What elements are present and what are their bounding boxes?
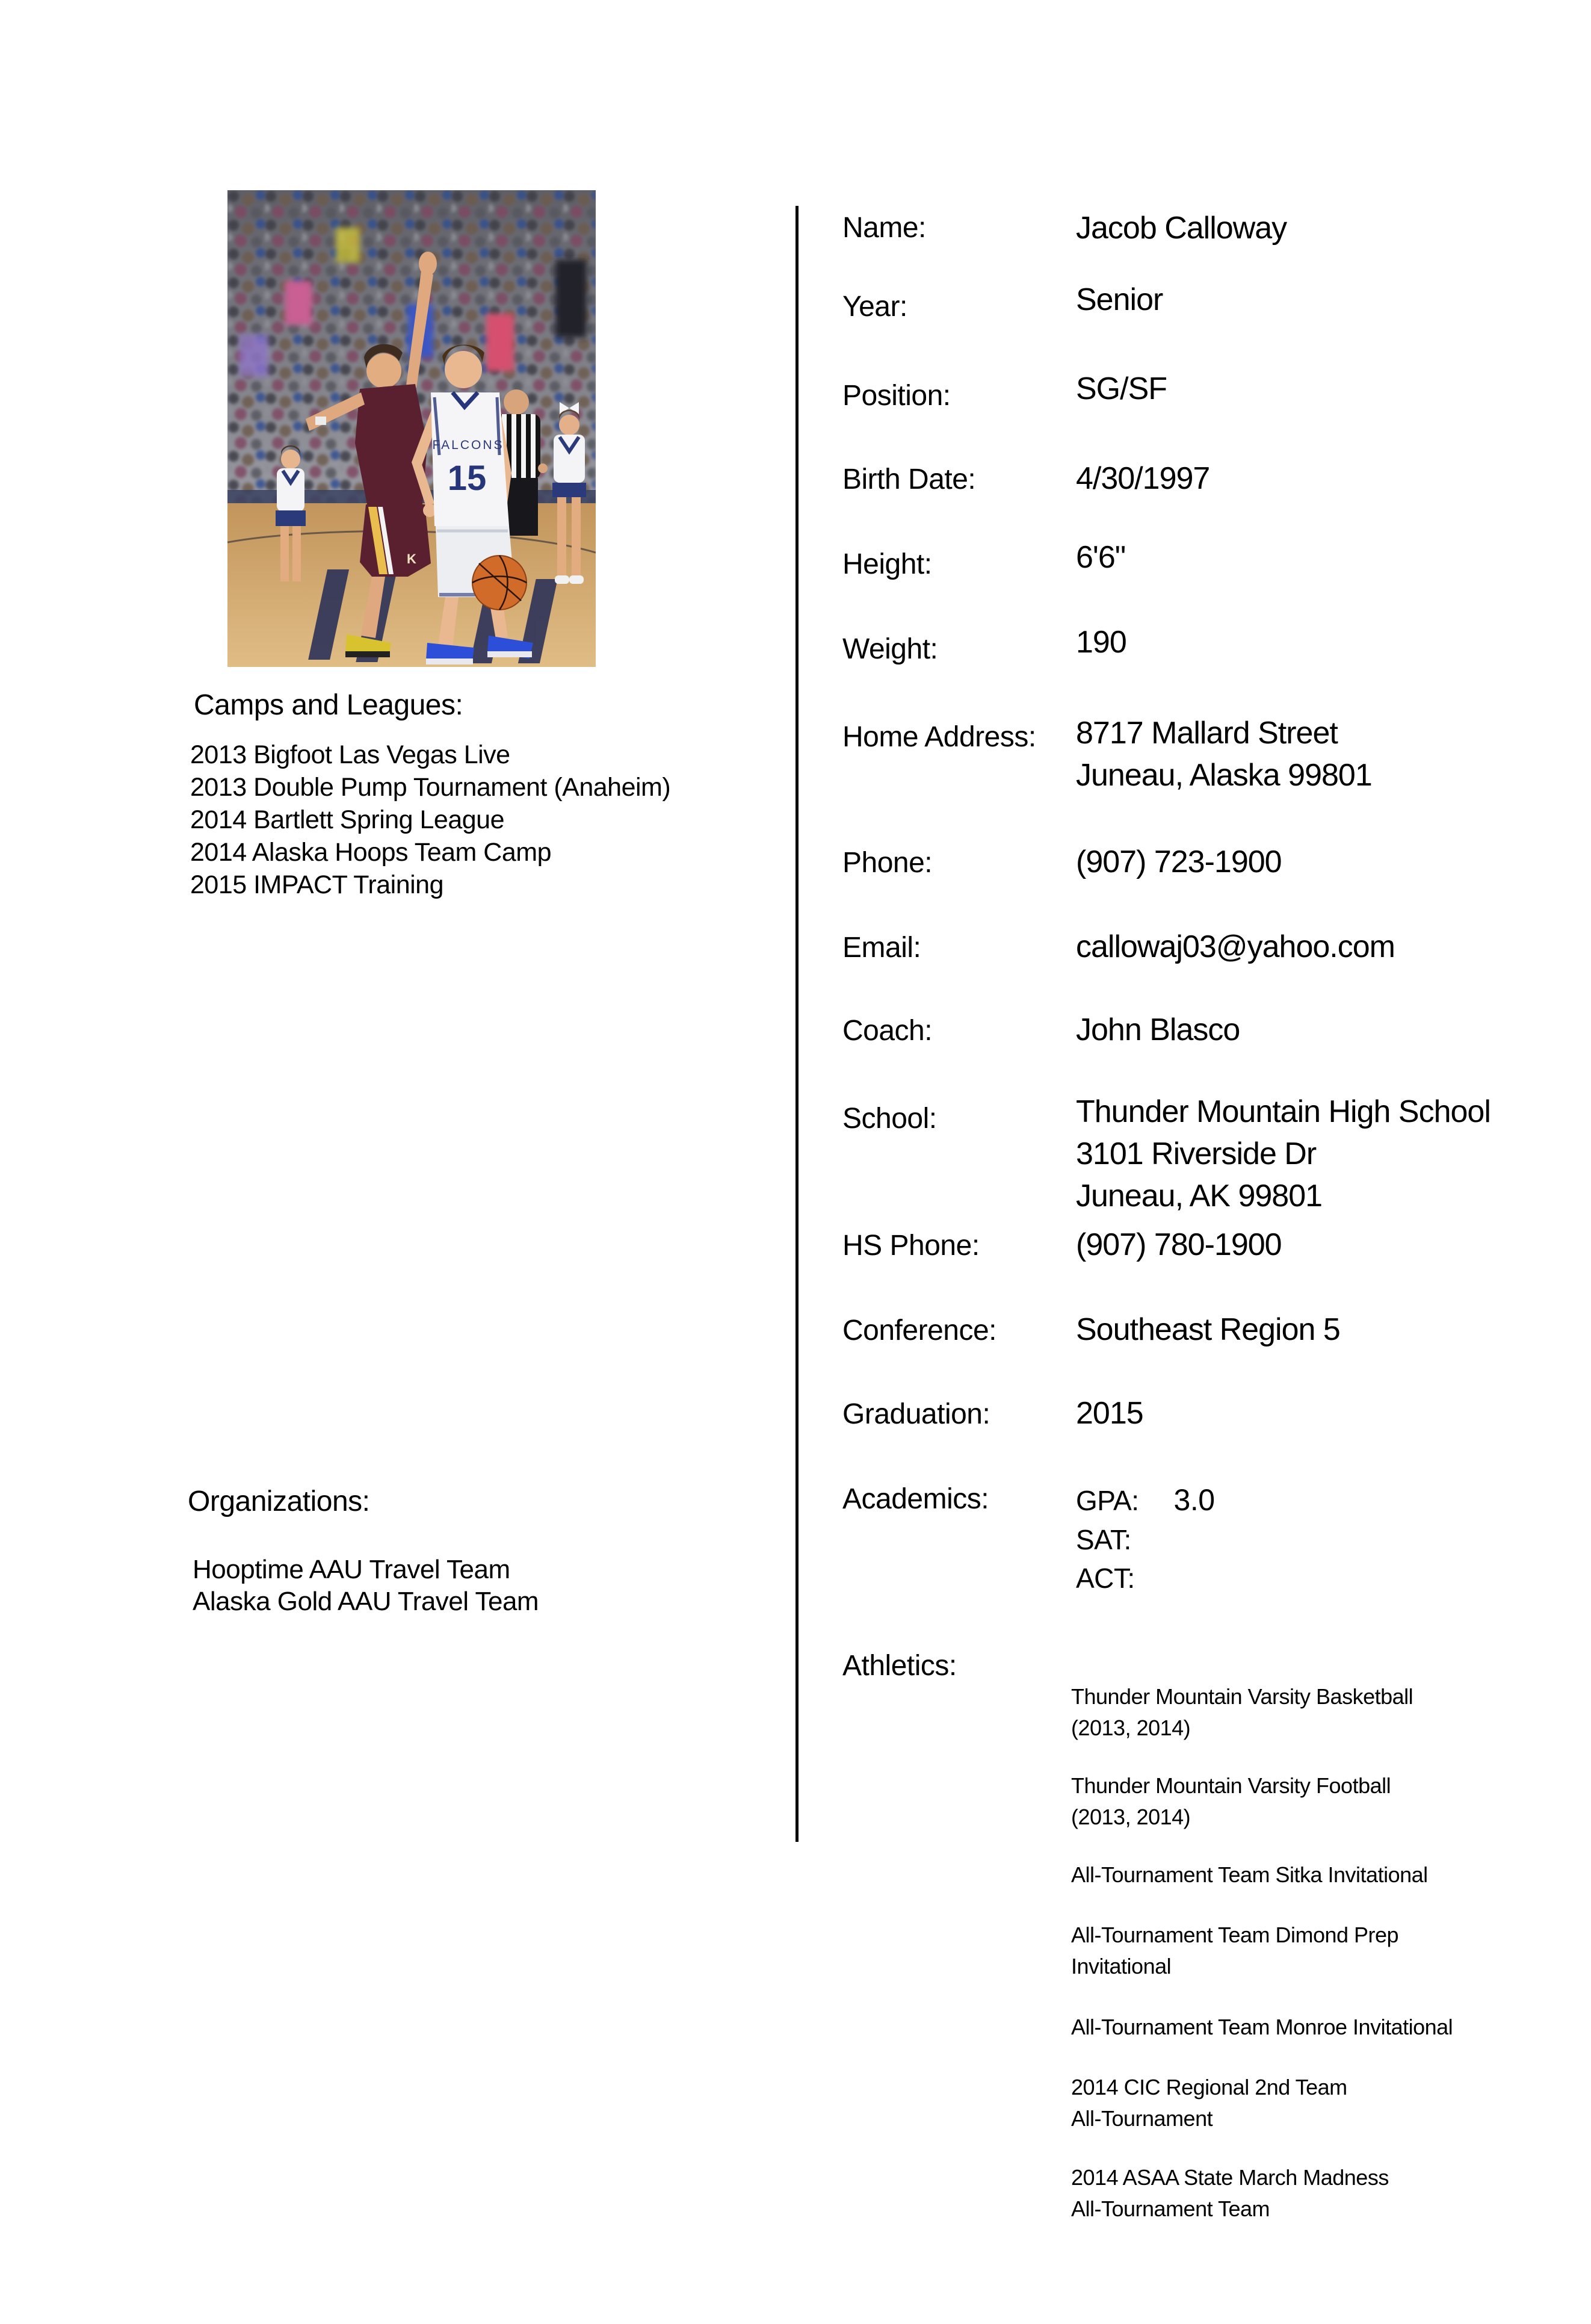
organization-item: Alaska Gold AAU Travel Team	[193, 1587, 539, 1616]
conference-label: Conference:	[842, 1315, 996, 1346]
school-value	[1076, 1091, 1491, 1217]
organizations-list	[193, 1554, 539, 1617]
player-jersey-number: 15	[447, 459, 487, 498]
athletics-item-line: 2014 ASAA State March Madness	[1071, 2165, 1389, 2190]
phone-value: (907) 723-1900	[1076, 844, 1282, 879]
height-value: 6'6"	[1076, 540, 1126, 575]
home-address-label: Home Address:	[842, 721, 1036, 753]
graduation-value: 2015	[1076, 1396, 1143, 1431]
basketball-photo-illustration	[227, 190, 596, 667]
name-label: Name:	[842, 212, 926, 244]
athletics-item-line: Thunder Mountain Varsity Basketball	[1071, 1684, 1413, 1709]
camps-list	[190, 739, 670, 901]
camps-heading: Camps and Leagues:	[194, 689, 463, 721]
conference-value: Southeast Region 5	[1076, 1312, 1340, 1347]
home-address-line: 8717 Mallard Street	[1076, 716, 1338, 751]
weight-label: Weight:	[842, 633, 938, 665]
defender-jersey-letter: K	[407, 551, 416, 566]
year-value: Senior	[1076, 282, 1163, 317]
year-label: Year:	[842, 291, 907, 323]
athletics-item-line: 2014 CIC Regional 2nd Team	[1071, 2075, 1347, 2099]
email-value: callowaj03@yahoo.com	[1076, 929, 1395, 964]
home-address-value	[1076, 712, 1372, 796]
hs-phone-value: (907) 780-1900	[1076, 1227, 1282, 1262]
athletics-item-line: All-Tournament Team Dimond Prep	[1071, 1923, 1399, 1947]
graduation-label: Graduation:	[842, 1398, 990, 1430]
camps-item: 2014 Alaska Hoops Team Camp	[190, 838, 552, 867]
coach-label: Coach:	[842, 1015, 933, 1047]
coach-value: John Blasco	[1076, 1012, 1240, 1047]
athletics-item-6	[1071, 2072, 1347, 2134]
athletics-item-line: All-Tournament	[1071, 2106, 1213, 2131]
organizations-heading: Organizations:	[188, 1486, 370, 1517]
school-line: Juneau, AK 99801	[1076, 1179, 1323, 1213]
athletics-item-5	[1071, 2012, 1453, 2043]
camps-item: 2015 IMPACT Training	[190, 870, 444, 899]
phone-label: Phone:	[842, 847, 933, 879]
school-line: 3101 Riverside Dr	[1076, 1136, 1317, 1171]
athletics-label: Athletics:	[842, 1650, 957, 1682]
athletics-item-line: All-Tournament Team	[1071, 2196, 1270, 2221]
athletics-item-7	[1071, 2162, 1389, 2225]
gpa-label: GPA:	[1076, 1485, 1139, 1516]
position-label: Position:	[842, 380, 951, 412]
sat-label: SAT:	[1076, 1524, 1131, 1555]
athletics-item-line: All-Tournament Team Monroe Invitational	[1071, 2015, 1453, 2039]
gpa-value: 3.0	[1173, 1483, 1215, 1517]
camps-item: 2013 Double Pump Tournament (Anaheim)	[190, 773, 671, 802]
height-label: Height:	[842, 548, 932, 580]
athletics-item-4	[1071, 1920, 1398, 1982]
academics-label: Academics:	[842, 1483, 989, 1515]
gpa-row	[1076, 1483, 1215, 1517]
athletics-item-line: All-Tournament Team Sitka Invitational	[1071, 1862, 1428, 1887]
weight-value: 190	[1076, 625, 1126, 660]
athletics-item-3	[1071, 1859, 1428, 1891]
birth-date-label: Birth Date:	[842, 463, 976, 495]
school-line: Thunder Mountain High School	[1076, 1094, 1491, 1129]
athletics-item-2	[1071, 1770, 1391, 1833]
name-value: Jacob Calloway	[1076, 211, 1287, 246]
player-jersey-name: FALCONS	[432, 438, 504, 452]
school-label: School:	[842, 1103, 937, 1135]
hs-phone-label: HS Phone:	[842, 1230, 980, 1262]
organization-item: Hooptime AAU Travel Team	[193, 1555, 510, 1584]
email-label: Email:	[842, 932, 921, 964]
athletics-item-line: (2013, 2014)	[1071, 1805, 1191, 1829]
birth-date-value: 4/30/1997	[1076, 461, 1210, 496]
athletics-item-line: (2013, 2014)	[1071, 1715, 1191, 1740]
home-address-line: Juneau, Alaska 99801	[1076, 758, 1372, 793]
act-label: ACT:	[1076, 1563, 1135, 1594]
camps-item: 2013 Bigfoot Las Vegas Live	[190, 740, 510, 769]
athletics-item-line: Thunder Mountain Varsity Football	[1071, 1773, 1391, 1798]
athletics-item-1	[1071, 1681, 1413, 1744]
action-photo	[227, 190, 596, 667]
column-divider	[796, 206, 799, 1842]
position-value: SG/SF	[1076, 371, 1167, 406]
athletics-item-line: Invitational	[1071, 1954, 1172, 1978]
camps-item: 2014 Bartlett Spring League	[190, 805, 505, 834]
